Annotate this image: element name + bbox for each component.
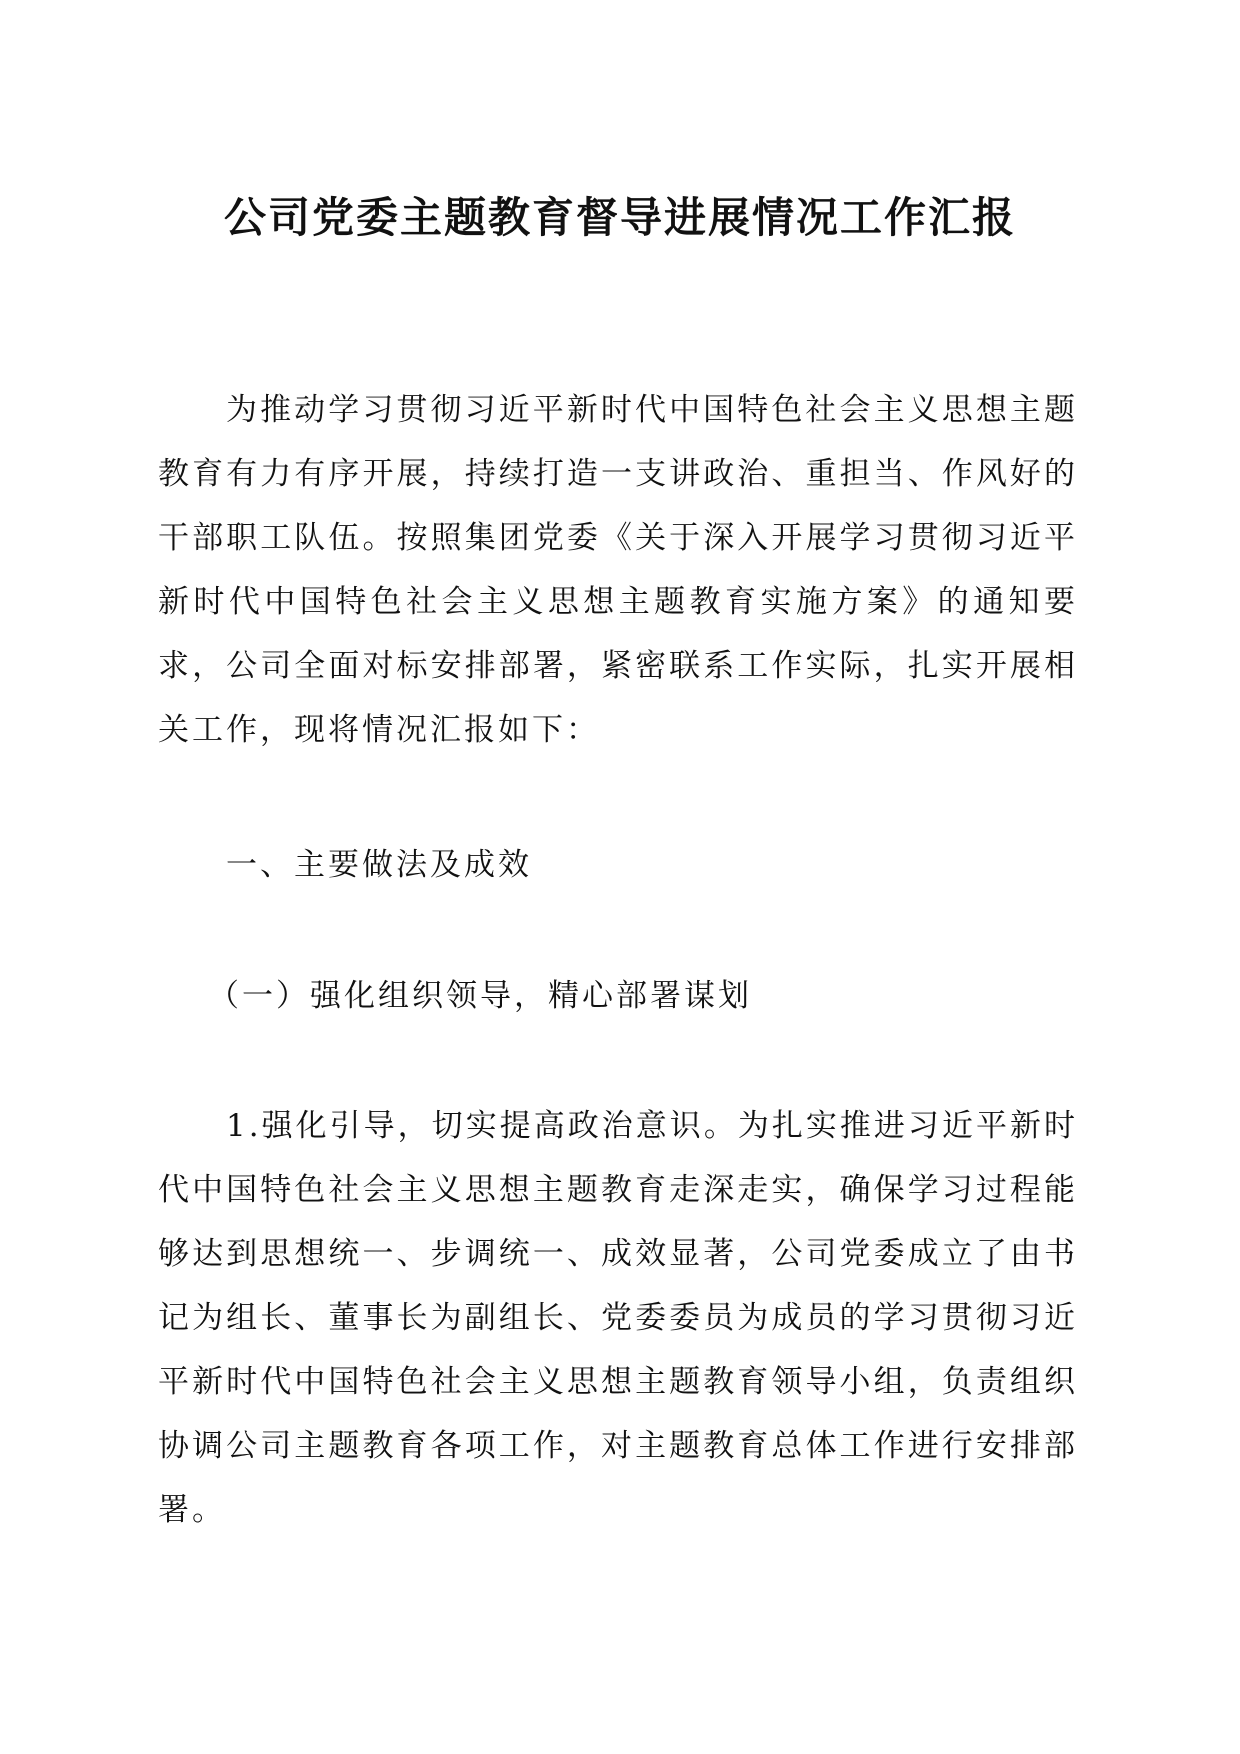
subsection-heading: （一）强化组织领导，精心部署谋划 — [208, 978, 752, 1014]
intro-paragraph: 为推动学习贯彻习近平新时代中国特色社会主义思想主题教育有力有序开展，持续打造一支讲政治、重担当、作风好的干部职工队伍。按照集团党委《关于深入开展学习贯彻习近平新时代中国特色社会主义思想主题教育实施方案》的通知要求，公司全面对标安排部署，紧密联系工作实际，扎实开展相关工作，现将情况汇报如下： — [158, 392, 1078, 748]
item-1-paragraph: 1.强化引导，切实提高政治意识。为扎实推进习近平新时代中国特色社会主义思想主题教育走深走实，确保学习过程能够达到思想统一、步调统一、成效显著，公司党委成立了由书记为组长、董事长为副组长、党委委员为成员的学习贯彻习近平新时代中国特色社会主义思想主题教育领导小组，负责组织协调公司主题教育各项工作，对主题教育总体工作进行安排部署。 — [158, 1108, 1078, 1528]
section-heading: 一、主要做法及成效 — [226, 847, 532, 883]
document-title: 公司党委主题教育督导进展情况工作汇报 — [223, 193, 1016, 242]
